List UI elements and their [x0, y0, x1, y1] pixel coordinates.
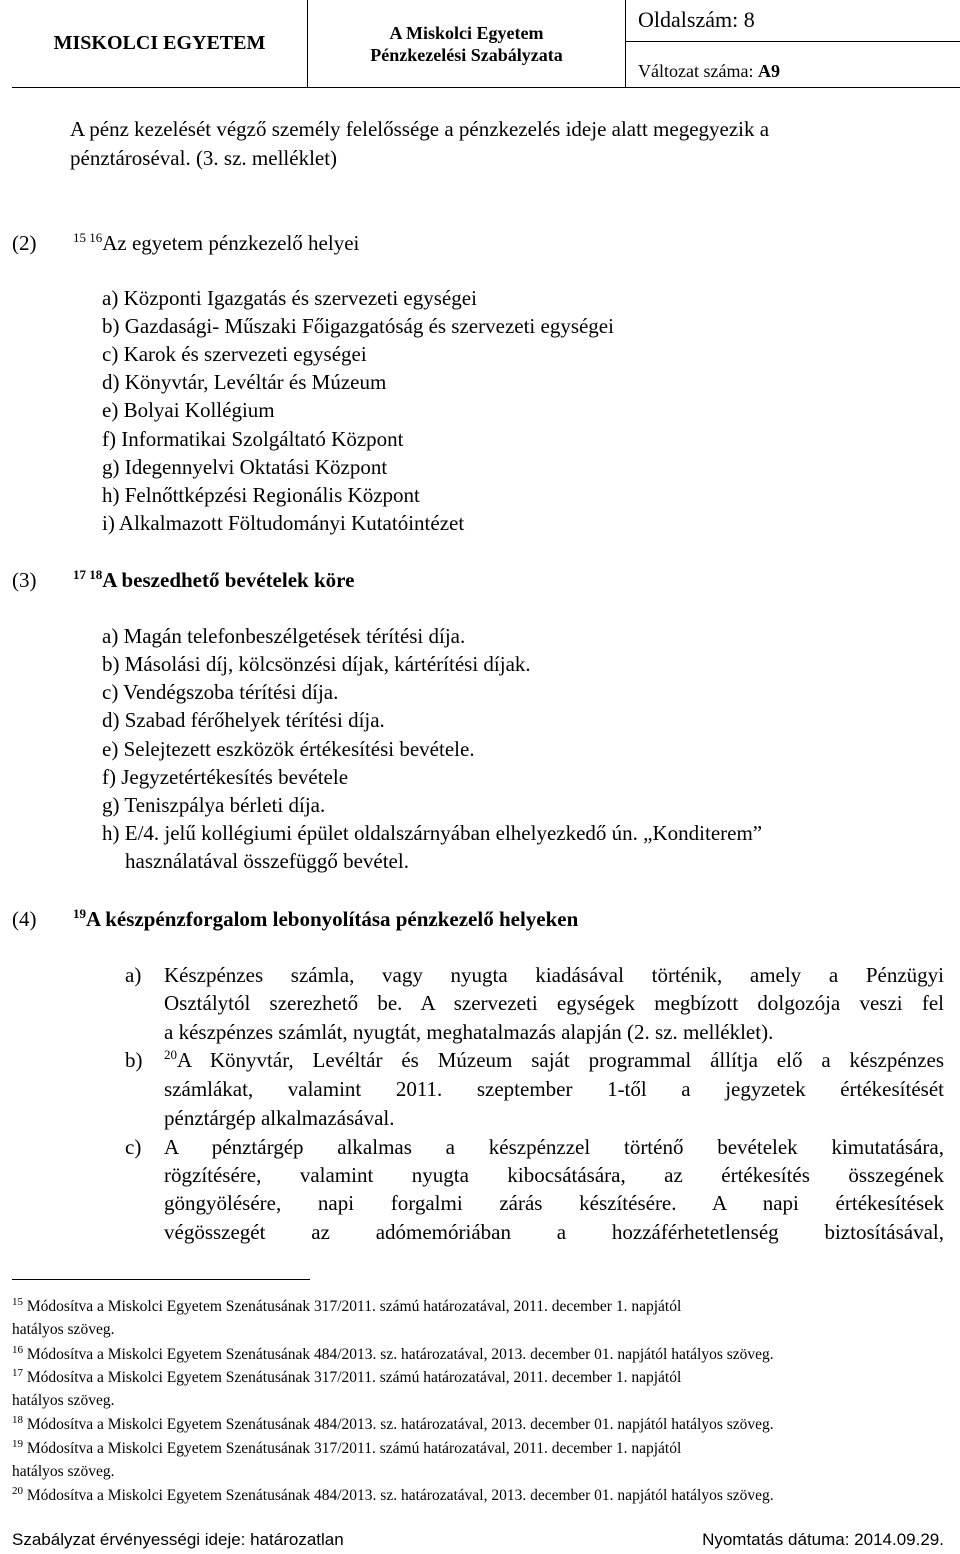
section3-title: A beszedhető bevételek köre — [102, 568, 355, 592]
section3-number: (3) — [12, 568, 37, 592]
section3-heading — [73, 566, 354, 597]
list-item: b) Másolási díj, kölcsönzési díjak, kártérítési díjak. — [102, 652, 531, 676]
footnote-text: Módosítva a Miskolci Egyetem Szenátusának 484/2013. sz. határozatával, 2013. december 01. napjától hatályos szöveg. — [26, 1487, 774, 1504]
section4-a-line2: Osztálytól szerezhető be. A szervezeti egységek megbízott dolgozója veszi fel — [164, 991, 944, 1015]
section4-b-line1-text: A Könyvtár, Levéltár és Múzeum saját programmal állítja elő a készpénzes — [177, 1048, 944, 1072]
footnote-number: 15 — [12, 1296, 23, 1308]
version — [626, 42, 960, 88]
footnote-number: 17 — [12, 1367, 23, 1379]
section4-heading — [73, 905, 578, 936]
list-item: használatával összefüggő bevétel. — [125, 849, 409, 873]
list-item: f) Informatikai Szolgáltató Központ — [102, 427, 404, 451]
footnote-text: Módosítva a Miskolci Egyetem Szenátusának 484/2013. sz. határozatával, 2013. december 01. napjától hatályos szöveg. — [26, 1416, 774, 1433]
footnote-text: Módosítva a Miskolci Egyetem Szenátusának 317/2011. számú határozatával, 2011. december 1. napjától — [26, 1440, 682, 1457]
version-value: A9 — [757, 61, 780, 81]
footnote-18 — [12, 1415, 774, 1436]
footnote-number: 19 — [12, 1438, 23, 1450]
doc-title-line2: Pénzkezelési Szabályzata — [370, 44, 563, 65]
footnote-19-cont: hatályos szöveg. — [12, 1463, 115, 1480]
list-item: g) Idegennyelvi Oktatási Központ — [102, 455, 388, 479]
header-meta — [626, 0, 960, 88]
page-number: Oldalszám: 8 — [626, 0, 960, 42]
footnote-15-cont: hatályos szöveg. — [12, 1321, 115, 1338]
footnote-17 — [12, 1368, 681, 1389]
section4-c-line1: A pénztárgép alkalmas a készpénzzel történő bevételek kimutatására, — [164, 1135, 944, 1159]
header-doc-title — [308, 0, 626, 88]
footnote-17-cont: hatályos szöveg. — [12, 1392, 115, 1409]
section2-title: Az egyetem pénzkezelő helyei — [102, 231, 360, 255]
list-item: e) Bolyai Kollégium — [102, 398, 275, 422]
footnote-19 — [12, 1439, 681, 1460]
doc-title-line1: A Miskolci Egyetem — [389, 22, 544, 43]
footer-print-date: Nyomtatás dátuma: 2014.09.29. — [702, 1530, 944, 1549]
header-university — [12, 0, 308, 88]
section4-b-line2: számlákat, valamint 2011. szeptember 1-től a jegyzetek értékesítését — [164, 1077, 944, 1101]
section4-number: (4) — [12, 907, 37, 931]
section4-c-line4: végösszegét az adómemóriában a hozzáférhetetlenség biztosításával, — [164, 1220, 944, 1244]
list-item: f) Jegyzetértékesítés bevétele — [102, 765, 349, 789]
footnote-number: 20 — [12, 1485, 23, 1497]
footnote-text: Módosítva a Miskolci Egyetem Szenátusának 317/2011. számú határozatával, 2011. december 1. napjától — [26, 1298, 682, 1315]
list-item: d) Könyvtár, Levéltár és Múzeum — [102, 370, 387, 394]
section4-a-line3: a készpénzes számlát, nyugtát, meghatalmazás alapján (2. sz. melléklet). — [164, 1020, 774, 1044]
footnote-16 — [12, 1345, 774, 1366]
footnote-20 — [12, 1486, 774, 1507]
intro-line1: A pénz kezelését végző személy felelőssége a pénzkezelés ideje alatt megegyezik a — [70, 117, 770, 141]
section4-c-line3: göngyölésére, napi forgalmi zárás készítésére. A napi értékesítések — [164, 1191, 944, 1215]
section3-footnote-refs: 17 18 — [73, 567, 103, 582]
list-item: b) Gazdasági- Műszaki Főigazgatóság és szervezeti egységei — [102, 314, 614, 338]
footnote-number: 16 — [12, 1344, 23, 1356]
section4-c-label: c) — [125, 1135, 142, 1159]
section4-c-line2: rögzítésére, valamint nyugta kibocsátására, az értékesítés összegének — [164, 1163, 944, 1187]
list-item: h) E/4. jelű kollégiumi épület oldalszárnyában elhelyezkedő ún. „Konditerem” — [102, 821, 763, 845]
section2-heading — [73, 229, 359, 260]
section4-b-line3: pénztárgép alkalmazásával. — [164, 1106, 395, 1130]
list-item: c) Vendégszoba térítési díja. — [102, 680, 339, 704]
section4-title: A készpénzforgalom lebonyolítása pénzkezelő helyeken — [86, 907, 579, 931]
list-item: e) Selejtezett eszközök értékesítési bevétele. — [102, 737, 475, 761]
list-item: d) Szabad férőhelyek térítési díja. — [102, 708, 385, 732]
footnote-text: Módosítva a Miskolci Egyetem Szenátusának 317/2011. számú határozatával, 2011. december 1. napjától — [26, 1369, 682, 1386]
footnote-text: Módosítva a Miskolci Egyetem Szenátusának 484/2013. sz. határozatával, 2013. december 01. napjától hatályos szöveg. — [26, 1346, 774, 1363]
list-item: c) Karok és szervezeti egységei — [102, 342, 367, 366]
version-label: Változat száma: — [638, 61, 754, 81]
list-item: h) Felnőttképzési Regionális Központ — [102, 483, 420, 507]
section4-b-line1 — [164, 1046, 944, 1078]
list-item: a) Központi Igazgatás és szervezeti egységei — [102, 286, 477, 310]
list-item: i) Alkalmazott Föltudományi Kutatóintézet — [102, 511, 465, 535]
section2-footnote-refs: 15 16 — [73, 230, 103, 245]
university-name: MISKOLCI EGYETEM — [53, 32, 266, 54]
section4-footnote-ref: 19 — [73, 906, 86, 921]
intro-line2: pénztároséval. (3. sz. melléklet) — [70, 146, 338, 170]
list-item: g) Teniszpálya bérleti díja. — [102, 793, 326, 817]
footnote-separator — [12, 1279, 310, 1280]
section4-a-label: a) — [125, 963, 142, 987]
section4-b-footnote-ref: 20 — [164, 1047, 177, 1062]
section4-b-label: b) — [125, 1048, 143, 1072]
footnote-15 — [12, 1297, 681, 1318]
footnote-number: 18 — [12, 1414, 23, 1426]
section2-number: (2) — [12, 231, 37, 255]
footer-validity: Szabályzat érvényességi ideje: határozatlan — [12, 1530, 344, 1549]
list-item: a) Magán telefonbeszélgetések térítési díja. — [102, 624, 466, 648]
section4-a-line1: Készpénzes számla, vagy nyugta kiadásával történik, amely a Pénzügyi — [164, 963, 944, 987]
